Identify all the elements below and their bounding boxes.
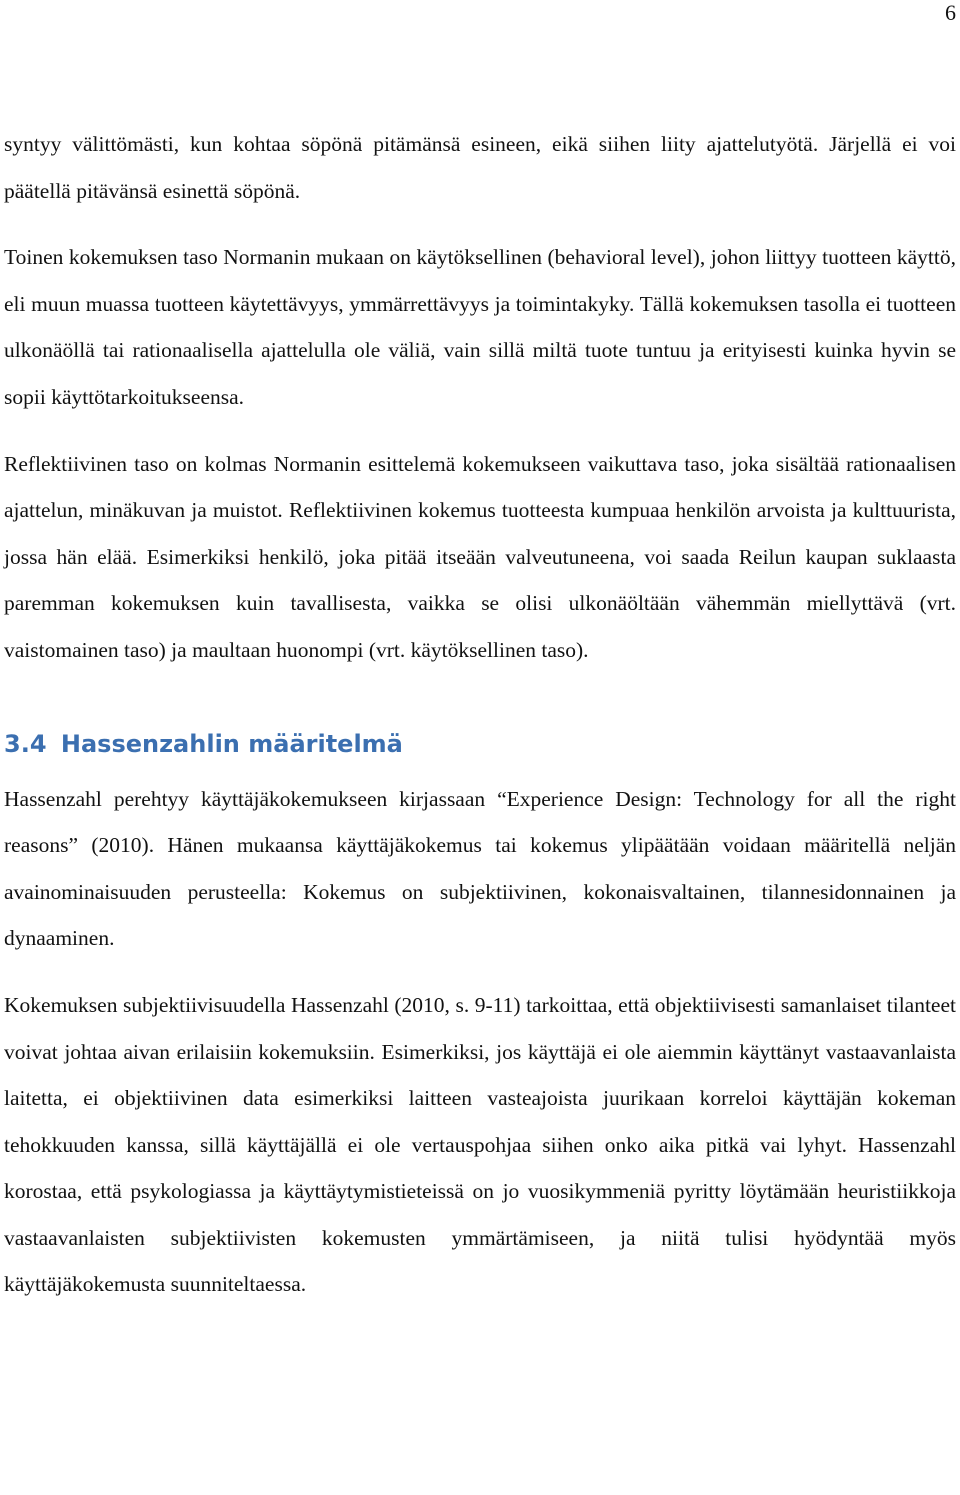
section-number: 3.4 [4,729,47,758]
paragraph-reflective-level: Reflektiivinen taso on kolmas Normanin esittelemä kokemukseen vaikuttava taso, joka sisältää rationaalisen ajattelun, minäkuvan ja muistot. Reflektiivinen kokemus tuotteesta kumpuaa henkilön arvoista ja kulttuurista, jossa hän elää. Esimerkiksi henkilö, joka pitää itseään valveutuneena, voi saada Reilun kaupan suklaasta paremman kokemuksen kuin tavallisesta, vaikka se olisi ulkonäöltään vähemmän miellyttävä (vrt. vaistomainen taso) ja maultaan huonompi (vrt. käytöksellinen taso). [4,451,956,662]
page-number: 6 [945,0,956,25]
paragraph-behavioral-level: Toinen kokemuksen taso Normanin mukaan on käytöksellinen (behavioral level), johon liittyy tuotteen käyttö, eli muun muassa tuotteen käytettävyys, ymmärrettävyys ja toimintakyky. Tällä kokemuksen tasolla ei tuotteen ulkonäöllä tai rationaalisella ajattelulla ole väliä, vain sillä miltä tuote tuntuu ja erityisesti kuinka hyvin se sopii käyttötarkoitukseensa. [4,245,956,409]
section-heading [4,722,956,766]
paragraph-continuation: syntyy välittömästi, kun kohtaa söpönä pitämänsä esineen, eikä siihen liity ajattelutyötä. Järjellä ei voi päätellä pitävänsä esinettä söpönä. [4,132,956,203]
section-title: Hassenzahlin määritelmä [60,729,403,758]
paragraph-subjectivity: Kokemuksen subjektiivisuudella Hassenzahl (2010, s. 9-11) tarkoittaa, että objektiivisesti samanlaiset tilanteet voivat johtaa aivan erilaisiin kokemuksiin. Esimerkiksi, jos käyttäjä ei ole aiemmin käyttänyt vastaavanlaista laitetta, ei objektiivinen data esimerkiksi laitteen vasteajoista juurikaan korreloi käyttäjän kokeman tehokkuuden kanssa, sillä käyttäjällä ei ole vertauspohjaa siihen onko aika pitkä vai lyhyt. Hassenzahl korostaa, että psykologiassa ja käyttäytymistieteissä on jo vuosikymmeniä pyritty löytämään heuristiikkoja vastaavanlaisten subjektiivisten kokemusten ymmärtämiseen, ja niitä tulisi hyödyntää myös käyttäjäkokemusta suunniteltaessa. [4,992,956,1297]
paragraph-hassenzahl-intro: Hassenzahl perehtyy käyttäjäkokemukseen kirjassaan “Experience Design: Technology for all the right reasons” (2010). Hänen mukaansa käyttäjäkokemus tai kokemus ylipäätään voidaan määritellä neljän avainominaisuuden perusteella: Kokemus on subjektiivinen, kokonaisvaltainen, tilannesidonnainen ja dynaaminen. [4,786,956,951]
document-body [4,121,956,1308]
